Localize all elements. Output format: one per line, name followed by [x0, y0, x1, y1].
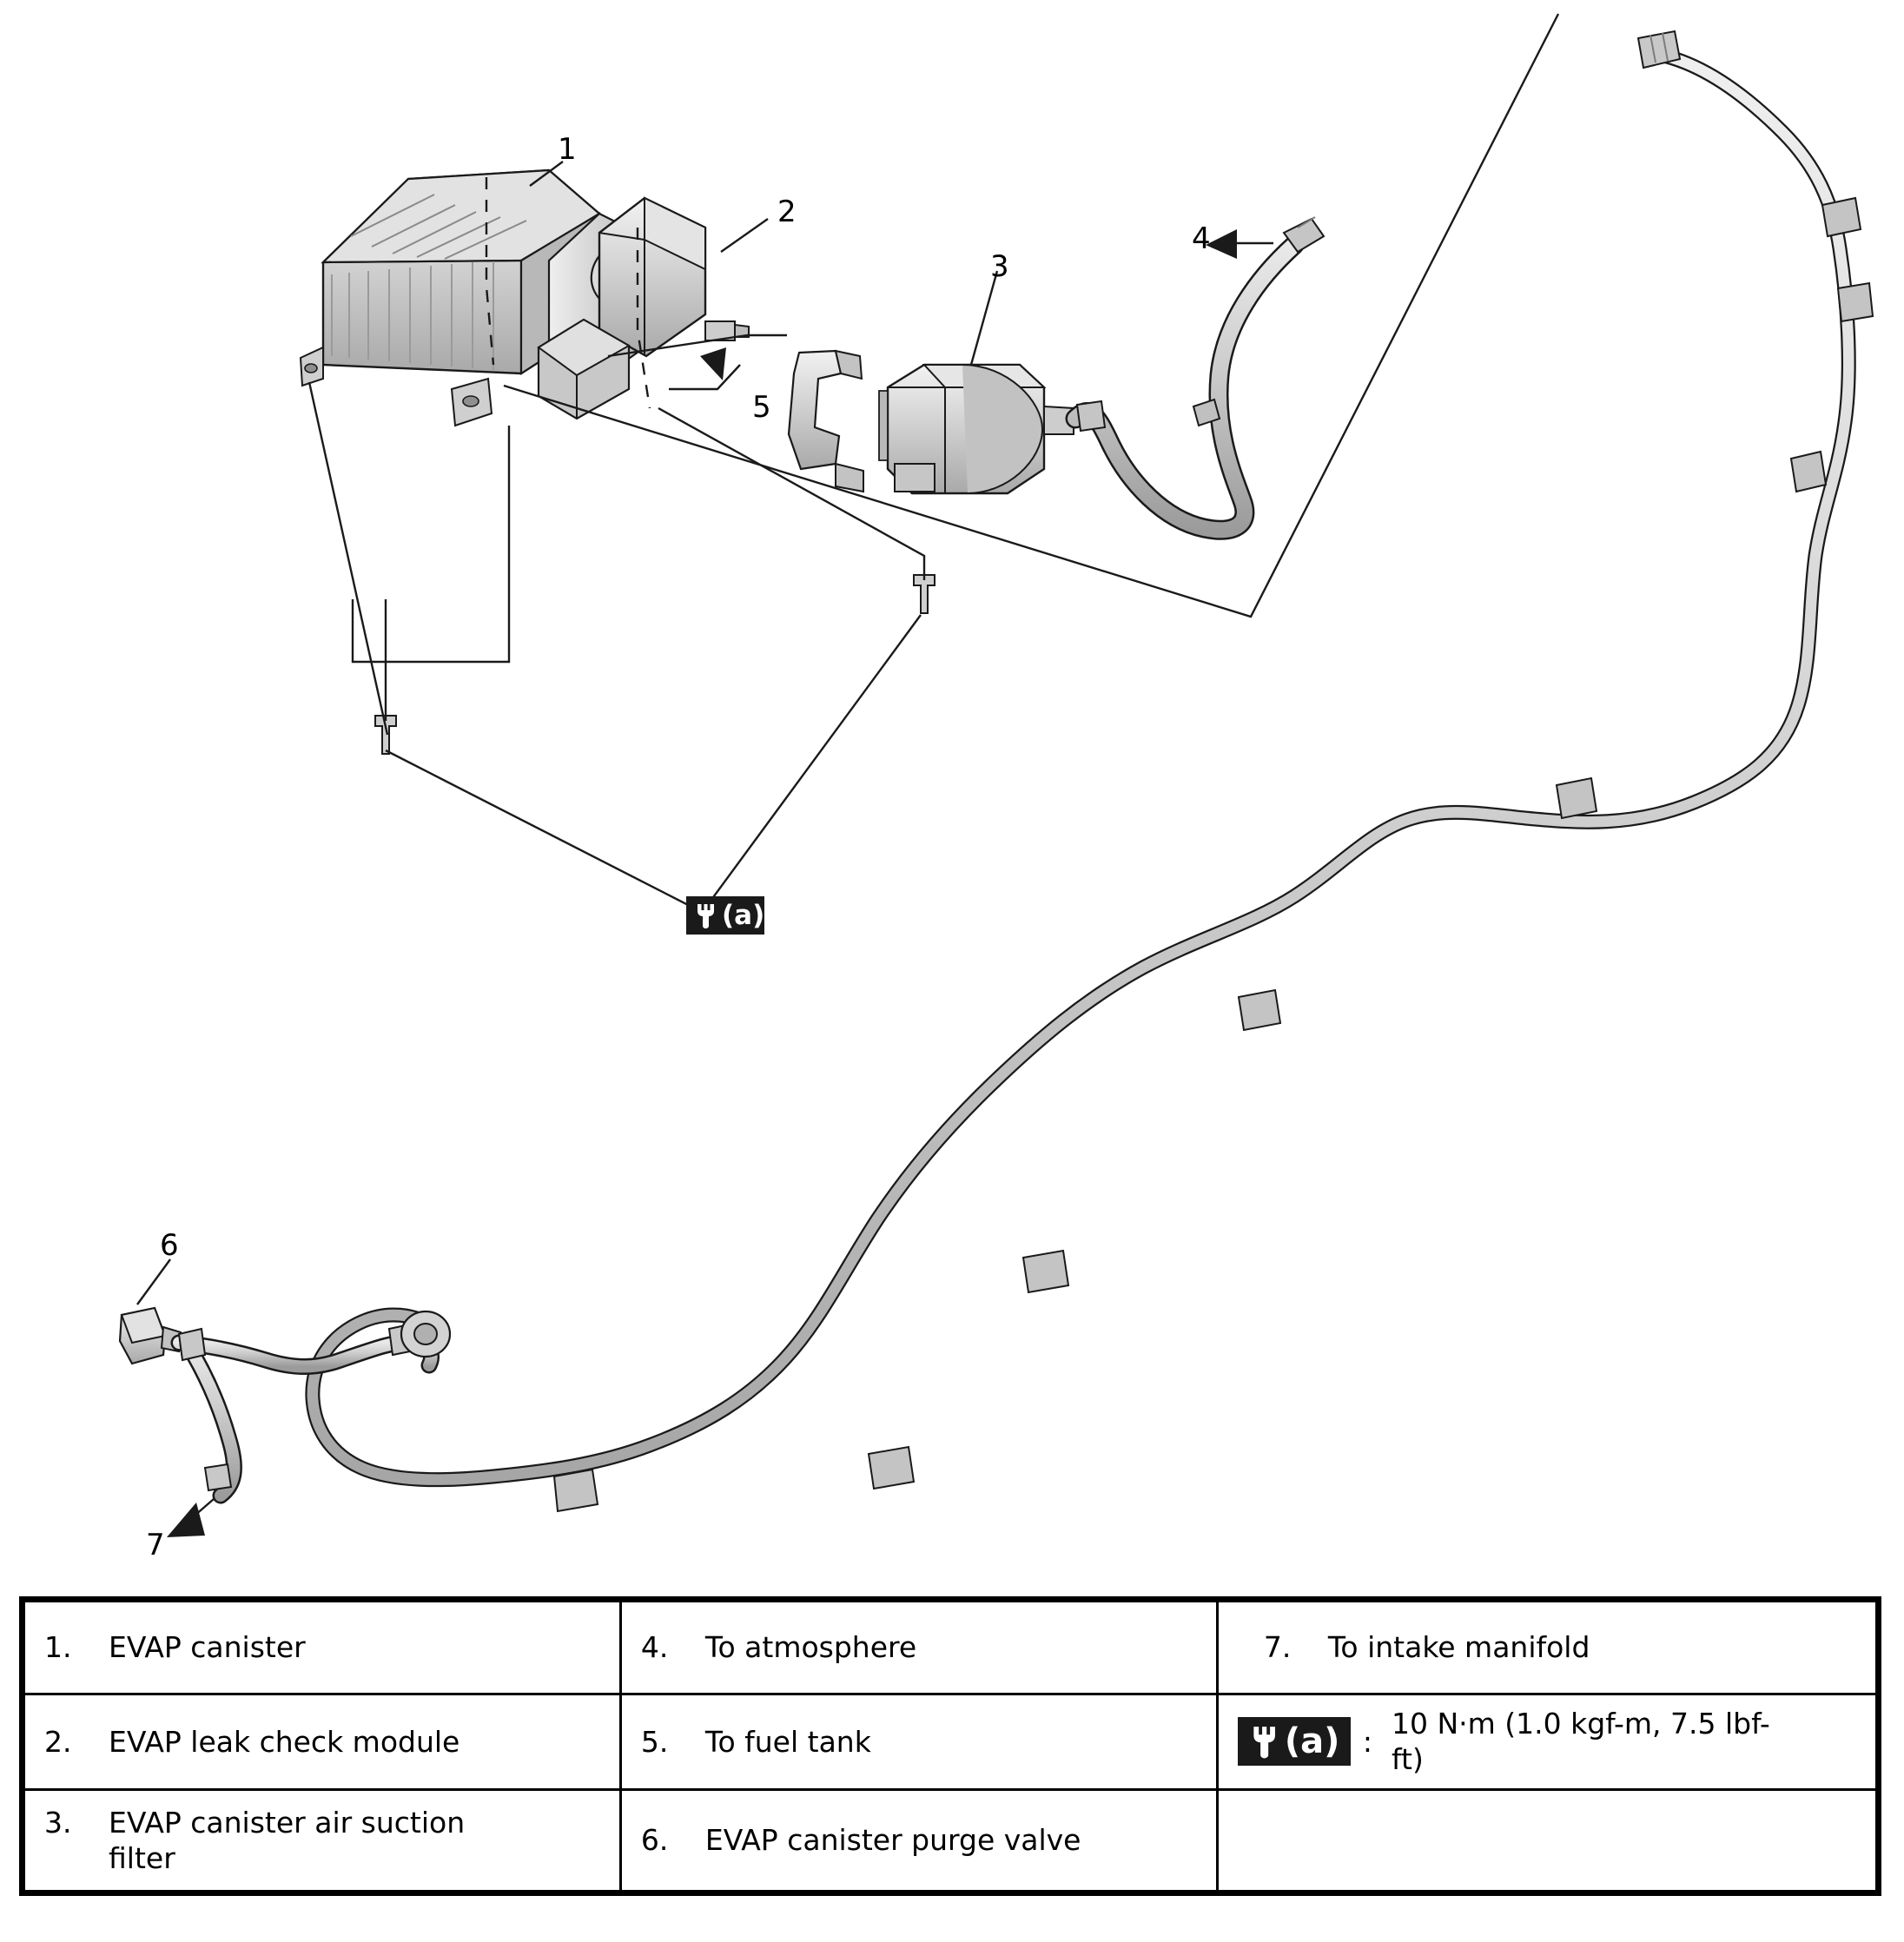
torque-value: 10 N·m (1.0 kgf-m, 7.5 lbf-ft) — [1391, 1707, 1770, 1777]
legend-cell-4 — [620, 1602, 1217, 1694]
bolt-fastener — [375, 575, 935, 754]
legend-number: 6. — [640, 1823, 669, 1858]
callout-number-6: 6 — [160, 1228, 179, 1263]
callout-number-1: 1 — [558, 132, 577, 167]
legend-cell-7 — [1217, 1602, 1876, 1694]
legend-label: EVAP canister purge valve — [704, 1823, 1081, 1858]
legend-label: EVAP canister air suction filter — [109, 1805, 466, 1875]
legend-label: To fuel tank — [704, 1724, 871, 1759]
torque-badge — [1238, 1717, 1351, 1766]
legend-cell-1 — [24, 1602, 621, 1694]
torque-spec-marker — [686, 896, 764, 935]
torque-badge-letter: (a) — [1284, 1721, 1340, 1762]
legend-number: 4. — [640, 1630, 669, 1665]
atmosphere-hose — [1075, 217, 1324, 530]
torque-badge — [686, 896, 764, 935]
legend-label: EVAP leak check module — [109, 1724, 460, 1759]
torque-badge-letter: (a) — [722, 900, 765, 931]
legend-label: To intake manifold — [1327, 1630, 1590, 1665]
legend-number: 7. — [1263, 1630, 1292, 1665]
legend-cell-2 — [24, 1694, 621, 1790]
legend-cell-empty — [1217, 1789, 1876, 1892]
wrench-icon — [1245, 1722, 1283, 1760]
legend-number: 2. — [44, 1724, 72, 1759]
callout-number-7: 7 — [146, 1528, 165, 1562]
table-row — [24, 1694, 1877, 1790]
legend-cell-3 — [24, 1789, 621, 1892]
table-row — [24, 1789, 1877, 1892]
legend-cell-torque — [1217, 1694, 1876, 1790]
evap-canister-purge-valve — [120, 1308, 181, 1364]
wrench-icon — [691, 901, 720, 930]
connector-elbow-left — [789, 351, 863, 492]
legend-cell-5 — [620, 1694, 1217, 1790]
evap-canister-air-suction-filter — [879, 365, 1074, 493]
callout-number-4: 4 — [1192, 221, 1211, 256]
legend-label: EVAP canister — [109, 1630, 306, 1665]
legend-number: 3. — [44, 1805, 72, 1840]
legend-cell-6 — [620, 1789, 1217, 1892]
legend-table — [19, 1596, 1881, 1896]
legend-number: 1. — [44, 1630, 72, 1665]
table-row — [24, 1602, 1877, 1694]
callout-number-5: 5 — [752, 390, 771, 425]
callout-number-2: 2 — [777, 195, 797, 229]
legend-label: To atmosphere — [704, 1630, 917, 1665]
torque-separator: : — [1362, 1724, 1372, 1759]
callout-number-3: 3 — [990, 249, 1009, 284]
torque-badge-wrap — [1238, 1717, 1351, 1766]
legend-number: 5. — [640, 1724, 669, 1759]
